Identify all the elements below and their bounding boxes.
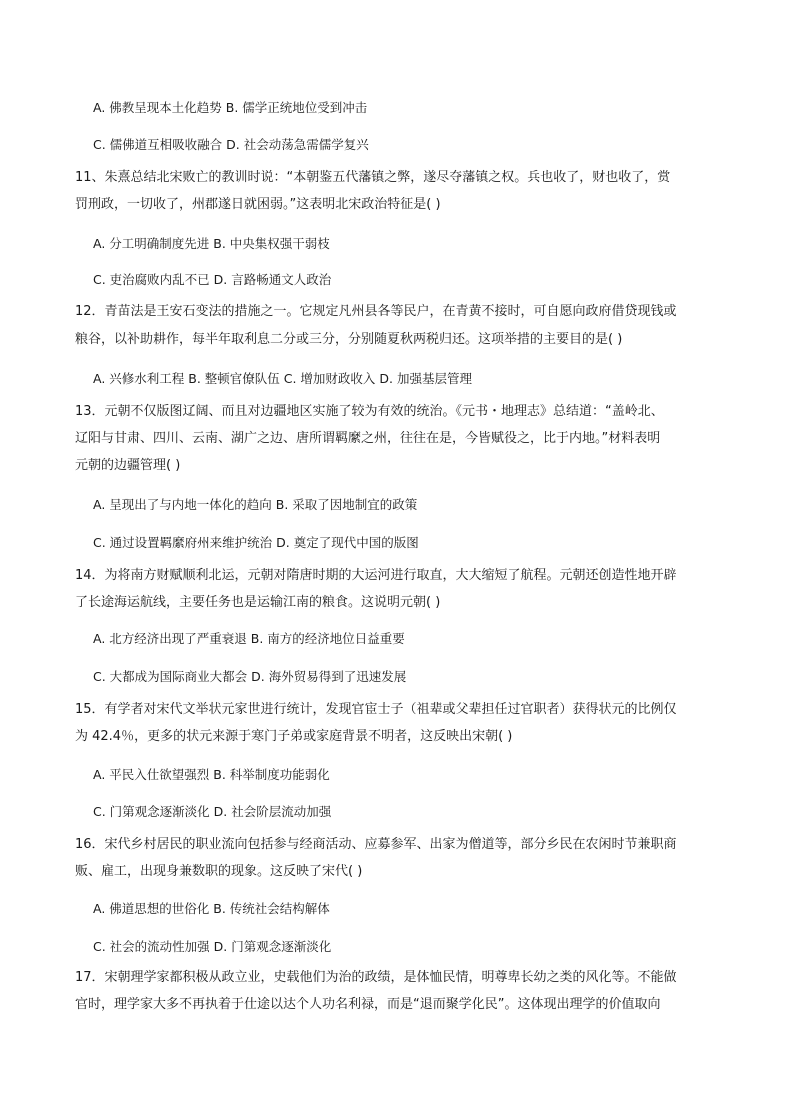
answer-options-line: A. 北方经济出现了严重衰退 B. 南方的经济地位日益重要 [93,631,405,646]
answer-options-line: C. 吏治腐败内乱不已 D. 言路畅通文人政治 [93,272,332,287]
answer-options-line: A. 呈现出了与内地一体化的趋向 B. 采取了因地制宜的政策 [93,497,418,512]
question-text-line: 辽阳与甘肃、四川、云南、湖广之边、唐所谓羁縻之州，往往在是，今皆赋役之，比于内地。”材料表明 [75,431,661,446]
question-text-line: 罚刑政，一切收了，州郡遂日就困弱。”这表明北宋政治特征是( ) [75,197,441,212]
question-text-line: 17．宋朝理学家都积极从政立业，史载他们为治的政绩，是体恤民情，明尊卑长幼之类的风化等。不能做 [75,970,677,985]
answer-options-line: C. 门第观念逐渐淡化 D. 社会阶层流动加强 [93,804,332,819]
question-text-line: 粮谷，以补助耕作，每半年取利息二分或三分，分别随夏秋两税归还。这项举措的主要目的是( ) [75,332,623,347]
question-text-line: 16．宋代乡村居民的职业流向包括参与经商活动、应募参军、出家为僧道等，部分乡民在农闲时节兼职商 [75,837,677,852]
question-text-line: 11、朱熹总结北宋败亡的教训时说：“本朝鉴五代藩镇之弊，遂尽夺藩镇之权。兵也收了，财也收了，赏 [75,170,671,185]
question-text-line: 12．青苗法是王安石变法的措施之一。它规定凡州县各等民户，在青黄不接时，可自愿向政府借贷现钱或 [75,304,677,319]
answer-options-line: A. 平民入仕欲望强烈 B. 科举制度功能弱化 [93,767,330,782]
answer-options-line: C. 大都成为国际商业大都会 D. 海外贸易得到了迅速发展 [93,669,407,684]
answer-options-line: C. 通过设置羁縻府州来维护统治 D. 奠定了现代中国的版图 [93,535,419,550]
question-text-line: 15．有学者对宋代文举状元家世进行统计，发现官宦士子（祖辈或父辈担任过官职者）获得状元的比例仅 [75,702,677,717]
question-text-line: 元朝的边疆管理( ) [75,458,181,473]
answer-options-line: A. 佛道思想的世俗化 B. 传统社会结构解体 [93,901,330,916]
question-text-line: 为 42.4％，更多的状元来源于寒门子弟或家庭背景不明者，这反映出宋朝( ) [75,729,513,744]
answer-options-line: C. 社会的流动性加强 D. 门第观念逐渐淡化 [93,939,332,954]
answer-options-line: C. 儒佛道互相吸收融合 D. 社会动荡急需儒学复兴 [93,137,369,152]
question-text-line: 贩、雇工，出现身兼数职的现象。这反映了宋代( ) [75,864,363,879]
answer-options-line: A. 分工明确制度先进 B. 中央集权强干弱枝 [93,236,330,251]
question-text-line: 了长途海运航线，主要任务也是运输江南的粮食。这说明元朝( ) [75,595,441,610]
answer-options-line: A. 兴修水利工程 B. 整顿官僚队伍 C. 增加财政收入 D. 加强基层管理 [93,371,472,386]
question-text-line: 13．元朝不仅版图辽阔、而且对边疆地区实施了较为有效的统治。《元书・地理志》总结道：“盖岭北、 [75,404,664,419]
question-text-line: 官时，理学家大多不再执着于仕途以达个人功名利禄，而是“退而聚学化民”。这体现出理学的价值取向 [75,997,661,1012]
answer-options-line: A. 佛教呈现本土化趋势 B. 儒学正统地位受到冲击 [93,100,368,115]
question-text-line: 14．为将南方财赋顺利北运，元朝对隋唐时期的大运河进行取直，大大缩短了航程。元朝还创造性地开辟 [75,568,677,583]
